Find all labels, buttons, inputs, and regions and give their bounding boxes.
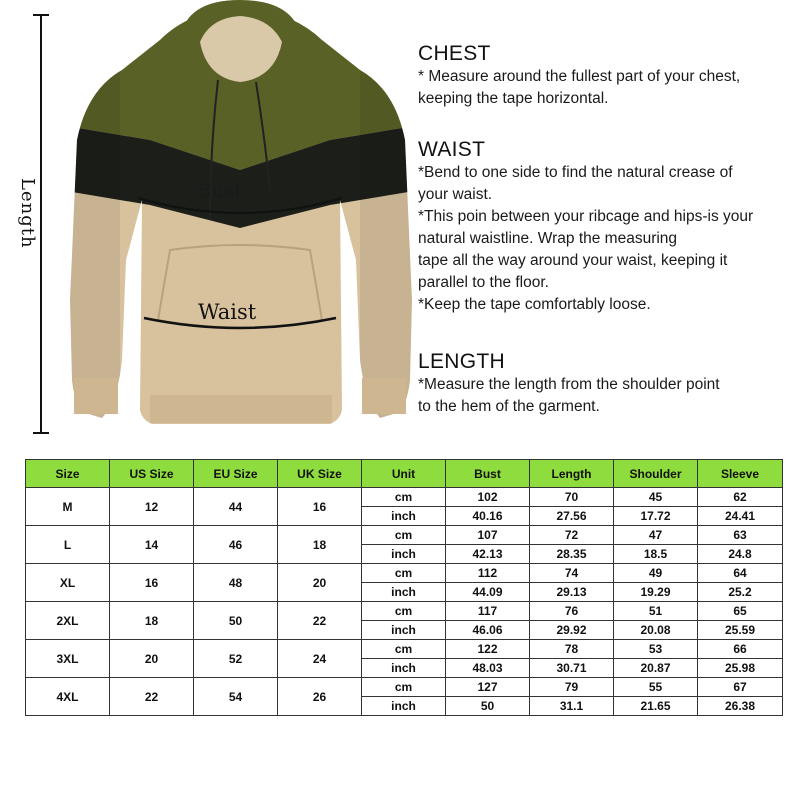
cell-inch-sleeve: 25.2 <box>698 583 783 602</box>
cell-cm-length: 72 <box>530 526 614 545</box>
cell-cm-unit: cm <box>362 564 446 583</box>
cell-inch-bust: 48.03 <box>446 659 530 678</box>
cell-inch-shoulder: 19.29 <box>614 583 698 602</box>
cell-us: 12 <box>110 488 194 526</box>
cell-inch-unit: inch <box>362 507 446 526</box>
size-chart-table <box>25 459 783 716</box>
cell-uk: 24 <box>278 640 362 678</box>
cell-cm-bust: 122 <box>446 640 530 659</box>
column-header-unit: Unit <box>362 460 446 488</box>
cell-cm-shoulder: 51 <box>614 602 698 621</box>
cell-eu: 54 <box>194 678 278 716</box>
cell-inch-bust: 44.09 <box>446 583 530 602</box>
cell-inch-length: 27.56 <box>530 507 614 526</box>
cell-cm-length: 76 <box>530 602 614 621</box>
cell-cm-bust: 117 <box>446 602 530 621</box>
cell-cm-unit: cm <box>362 488 446 507</box>
column-header-uk-size: UK Size <box>278 460 362 488</box>
cell-inch-sleeve: 25.59 <box>698 621 783 640</box>
cell-cm-sleeve: 62 <box>698 488 783 507</box>
cell-inch-length: 30.71 <box>530 659 614 678</box>
cell-us: 16 <box>110 564 194 602</box>
cell-inch-shoulder: 18.5 <box>614 545 698 564</box>
length-heading: LENGTH <box>418 350 505 373</box>
cell-cm-shoulder: 55 <box>614 678 698 697</box>
chest-line: keeping the tape horizontal. <box>418 90 609 107</box>
cell-cm-bust: 127 <box>446 678 530 697</box>
cell-size: L <box>26 526 110 564</box>
cell-inch-unit: inch <box>362 697 446 716</box>
cell-size: 3XL <box>26 640 110 678</box>
table-row <box>26 526 783 545</box>
cell-us: 20 <box>110 640 194 678</box>
cell-inch-sleeve: 24.8 <box>698 545 783 564</box>
table-row <box>26 678 783 697</box>
cell-inch-unit: inch <box>362 659 446 678</box>
cell-cm-length: 79 <box>530 678 614 697</box>
length-line: to the hem of the garment. <box>418 398 600 415</box>
cell-cm-sleeve: 63 <box>698 526 783 545</box>
cell-inch-sleeve: 25.98 <box>698 659 783 678</box>
table-row <box>26 488 783 507</box>
cell-size: XL <box>26 564 110 602</box>
cell-inch-shoulder: 17.72 <box>614 507 698 526</box>
cell-cm-sleeve: 65 <box>698 602 783 621</box>
length-label: Length <box>17 178 38 249</box>
cell-inch-length: 28.35 <box>530 545 614 564</box>
cell-inch-bust: 46.06 <box>446 621 530 640</box>
column-header-us-size: US Size <box>110 460 194 488</box>
cell-inch-sleeve: 26.38 <box>698 697 783 716</box>
chest-text <box>418 66 740 110</box>
cell-cm-unit: cm <box>362 526 446 545</box>
cell-inch-bust: 50 <box>446 697 530 716</box>
cell-inch-length: 31.1 <box>530 697 614 716</box>
chest-line: * Measure around the fullest part of your chest, <box>418 68 741 85</box>
cell-cm-length: 70 <box>530 488 614 507</box>
cell-uk: 16 <box>278 488 362 526</box>
cell-us: 14 <box>110 526 194 564</box>
cell-cm-shoulder: 49 <box>614 564 698 583</box>
column-header-sleeve: Sleeve <box>698 460 783 488</box>
waist-heading: WAIST <box>418 138 486 161</box>
column-header-size: Size <box>26 460 110 488</box>
cell-cm-sleeve: 66 <box>698 640 783 659</box>
cell-cm-unit: cm <box>362 602 446 621</box>
cell-eu: 44 <box>194 488 278 526</box>
waist-line: tape all the way around your waist, keeping it <box>418 252 728 269</box>
cell-cm-shoulder: 47 <box>614 526 698 545</box>
table-row <box>26 640 783 659</box>
cell-inch-shoulder: 21.65 <box>614 697 698 716</box>
cell-inch-length: 29.13 <box>530 583 614 602</box>
cell-us: 18 <box>110 602 194 640</box>
waist-text <box>418 162 753 316</box>
cell-size: M <box>26 488 110 526</box>
cell-inch-unit: inch <box>362 583 446 602</box>
waist-label: Waist <box>198 300 257 324</box>
cell-eu: 50 <box>194 602 278 640</box>
waist-line: parallel to the floor. <box>418 274 549 291</box>
cell-cm-unit: cm <box>362 640 446 659</box>
chest-heading: CHEST <box>418 42 491 65</box>
cell-inch-length: 29.92 <box>530 621 614 640</box>
cell-inch-bust: 40.16 <box>446 507 530 526</box>
cell-us: 22 <box>110 678 194 716</box>
cell-cm-shoulder: 53 <box>614 640 698 659</box>
waist-line: natural waistline. Wrap the measuring <box>418 230 678 247</box>
cell-inch-shoulder: 20.08 <box>614 621 698 640</box>
cell-cm-shoulder: 45 <box>614 488 698 507</box>
cell-cm-bust: 107 <box>446 526 530 545</box>
length-top-tick <box>33 14 49 16</box>
cell-inch-shoulder: 20.87 <box>614 659 698 678</box>
table-header-row <box>26 460 783 488</box>
cell-uk: 26 <box>278 678 362 716</box>
cell-inch-unit: inch <box>362 621 446 640</box>
cell-cm-length: 74 <box>530 564 614 583</box>
length-measure-line <box>40 14 42 434</box>
cell-cm-unit: cm <box>362 678 446 697</box>
cell-cm-sleeve: 67 <box>698 678 783 697</box>
column-header-length: Length <box>530 460 614 488</box>
table-row <box>26 602 783 621</box>
column-header-eu-size: EU Size <box>194 460 278 488</box>
length-line: *Measure the length from the shoulder point <box>418 376 720 393</box>
cell-eu: 46 <box>194 526 278 564</box>
bust-label: Bust <box>198 180 242 202</box>
cell-size: 2XL <box>26 602 110 640</box>
length-text <box>418 374 720 418</box>
cell-uk: 18 <box>278 526 362 564</box>
cell-eu: 52 <box>194 640 278 678</box>
waist-line: *This poin between your ribcage and hips-is your <box>418 208 754 225</box>
waist-line: *Bend to one side to find the natural crease of <box>418 164 733 181</box>
cell-uk: 20 <box>278 564 362 602</box>
hoodie-illustration <box>60 0 420 440</box>
cell-cm-bust: 112 <box>446 564 530 583</box>
waist-line: *Keep the tape comfortably loose. <box>418 296 651 313</box>
length-bottom-tick <box>33 432 49 434</box>
column-header-shoulder: Shoulder <box>614 460 698 488</box>
cell-cm-sleeve: 64 <box>698 564 783 583</box>
cell-size: 4XL <box>26 678 110 716</box>
cell-eu: 48 <box>194 564 278 602</box>
cell-inch-sleeve: 24.41 <box>698 507 783 526</box>
cell-cm-length: 78 <box>530 640 614 659</box>
cell-inch-bust: 42.13 <box>446 545 530 564</box>
waist-line: your waist. <box>418 186 493 203</box>
cell-cm-bust: 102 <box>446 488 530 507</box>
cell-inch-unit: inch <box>362 545 446 564</box>
cell-uk: 22 <box>278 602 362 640</box>
column-header-bust: Bust <box>446 460 530 488</box>
table-row <box>26 564 783 583</box>
